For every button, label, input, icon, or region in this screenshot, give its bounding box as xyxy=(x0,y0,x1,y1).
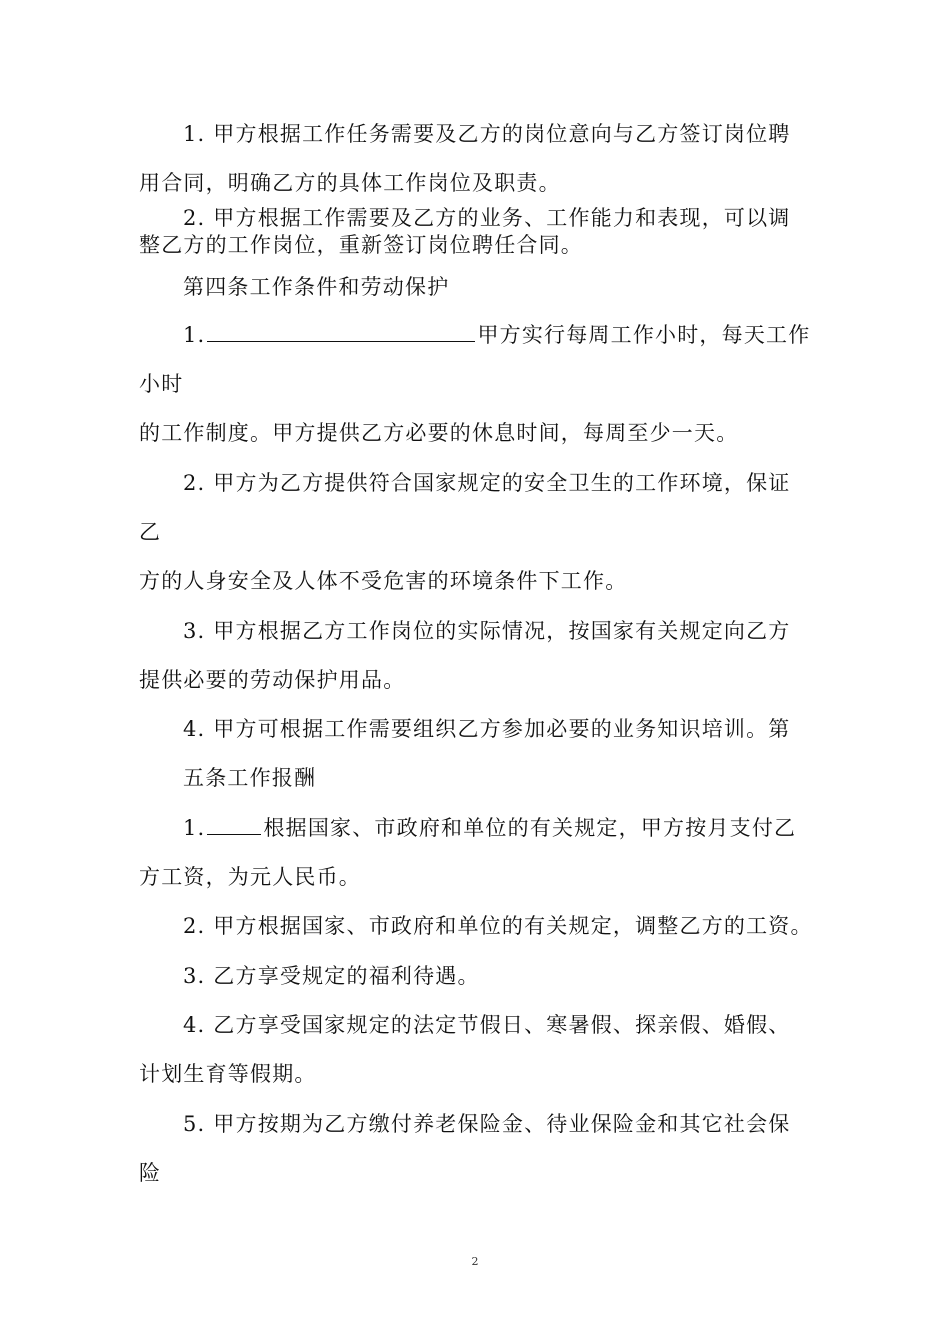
fill-in-blank[interactable] xyxy=(207,323,475,342)
clause-4-item-2-line-3: 方的人身安全及人体不受危害的环境条件下工作。 xyxy=(139,569,628,593)
fill-in-blank[interactable] xyxy=(207,816,261,835)
clause-5-item-5-line-2: 险 xyxy=(139,1161,162,1185)
item-number: 1. xyxy=(183,323,206,347)
clause-4-item-1-line-2: 小时 xyxy=(139,372,184,396)
clause-5-item-1-line-1 xyxy=(183,815,796,841)
clause-4-item-1-line-1 xyxy=(183,322,810,348)
clause-5-item-5-line-1: 5. 甲方按期为乙方缴付养老保险金、待业保险金和其它社会保 xyxy=(183,1112,791,1136)
clause-4-item-2-line-1: 2. 甲方为乙方提供符合国家规定的安全卫生的工作环境，保证 xyxy=(183,471,791,495)
clause-3-item-2-line-2: 整乙方的工作岗位，重新签订岗位聘任合同。 xyxy=(139,233,583,257)
clause-4-item-3-line-1: 3. 甲方根据乙方工作岗位的实际情况，按国家有关规定向乙方 xyxy=(183,619,791,643)
clause-3-item-1-line-2: 用合同，明确乙方的具体工作岗位及职责。 xyxy=(139,171,561,195)
item-text: 根据国家、市政府和单位的有关规定，甲方按月支付乙 xyxy=(263,816,797,840)
clause-5-item-4-line-2: 计划生育等假期。 xyxy=(139,1062,317,1086)
clause-4-item-2-line-2: 乙 xyxy=(139,520,162,544)
clause-5-item-4-line-1: 4. 乙方享受国家规定的法定节假日、寒暑假、探亲假、婚假、 xyxy=(183,1013,791,1037)
clause-3-item-2-line-1: 2. 甲方根据工作需要及乙方的业务、工作能力和表现，可以调 xyxy=(183,206,791,230)
item-text: 甲方实行每周工作小时，每天工作 xyxy=(477,323,811,347)
clause-4-item-1-line-3: 的工作制度。甲方提供乙方必要的休息时间，每周至少一天。 xyxy=(139,421,739,445)
clause-5-item-3-line-1: 3. 乙方享受规定的福利待遇。 xyxy=(183,964,480,988)
clause-4-heading: 第四条工作条件和劳动保护 xyxy=(183,275,450,299)
clause-5-heading: 五条工作报酬 xyxy=(183,766,317,790)
page-number: 2 xyxy=(471,1255,479,1268)
clause-4-item-4-line-1: 4. 甲方可根据工作需要组织乙方参加必要的业务知识培训。第 xyxy=(183,717,791,741)
item-number: 1. xyxy=(183,816,206,840)
clause-4-item-3-line-2: 提供必要的劳动保护用品。 xyxy=(139,668,406,692)
clause-5-item-2-line-1: 2. 甲方根据国家、市政府和单位的有关规定，调整乙方的工资。 xyxy=(183,914,813,938)
clause-3-item-1-line-1: 1. 甲方根据工作任务需要及乙方的岗位意向与乙方签订岗位聘 xyxy=(183,122,791,146)
clause-5-item-1-line-2: 方工资，为元人民币。 xyxy=(139,865,361,889)
